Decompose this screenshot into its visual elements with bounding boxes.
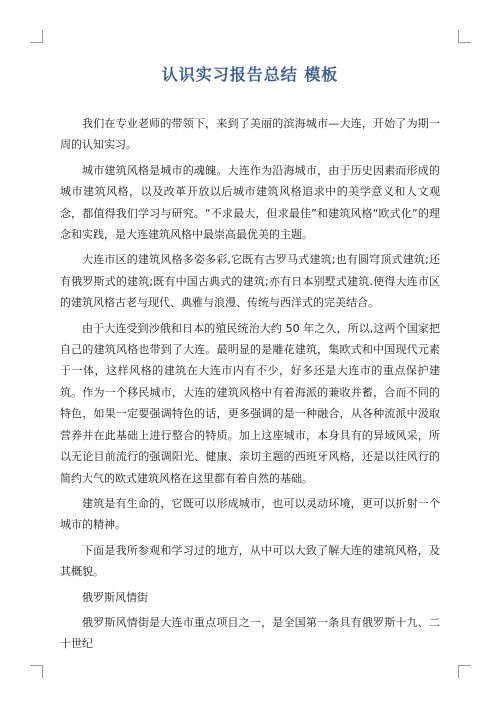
paragraph-russian-street: 俄罗斯风情街是大连市重点项目之一，是全国第一条具有俄罗斯十九、二十世纪	[60, 615, 440, 651]
document-title: 认识实习报告总结 模板	[161, 65, 339, 84]
paragraph-visited-places: 下面是我所参观和学习过的地方，从中可以大致了解大连的建筑风格，及其概貌。	[60, 543, 440, 579]
paragraph-living-architecture: 建筑是有生命的，它既可以形成城市，也可以灵动环境，更可以折射一个城市的精神。	[60, 496, 440, 532]
paragraph-styles: 大连市区的建筑风格多姿多彩,它既有古罗马式建筑;也有圆穹顶式建筑;还有俄罗斯式的建筑;既有中国古典式的建筑;亦有日本别墅式建筑.使得大连市区的建筑风格古老与现代、典雅与浪漫、传统与西洋式的完美结合。	[60, 253, 440, 310]
document-body	[60, 113, 440, 659]
paragraph-history: 由于大连受到沙俄和日本的殖民统治大约 50 年之久，所以,这两个国家把自己的建筑风格也带到了大连。最明显的是雕花建筑，集欧式和中国现代元素于一体，这样风格的建筑在大连市内有不少，好多还是大连市的重点保护建筑。作为一个移民城市，大连的建筑风格中有着海派的兼收并蓄，合而不同的特色，如果一定要强调特色的话，更多强调的是一种融合，从各种流派中汲取营养并在此基础上进行整合的特质。加上这座城市，本身具有的异域风采，所以无论目前流行的强调阳光、健康、亲切主题的西班牙风格，还是以往风行的简约大气的欧式建筑风格在这里都有着自然的基础。	[60, 321, 440, 485]
section-heading-russian-street: 俄罗斯风情街	[82, 590, 148, 604]
crop-mark-top-right	[458, 30, 471, 43]
crop-mark-top-left	[30, 30, 43, 43]
paragraph-intro: 我们在专业老师的带领下，来到了美丽的滨海城市—大连，开始了为期一周的认知实习。	[60, 117, 440, 152]
crop-mark-bottom-right	[458, 665, 471, 678]
crop-mark-bottom-left	[30, 665, 43, 678]
paragraph-architecture-soul: 城市建筑风格是城市的魂魄。大连作为沿海城市，由于历史因素而形成的城市建筑风格，以及改革开放以后城市建筑风格追求中的美学意义和人文观念，都值得我们学习与研究。“不求最大，但求最佳”和建筑风格“欧式化”的理念和实践，是大连建筑风格中最崇高最优美的主题。	[60, 163, 440, 242]
